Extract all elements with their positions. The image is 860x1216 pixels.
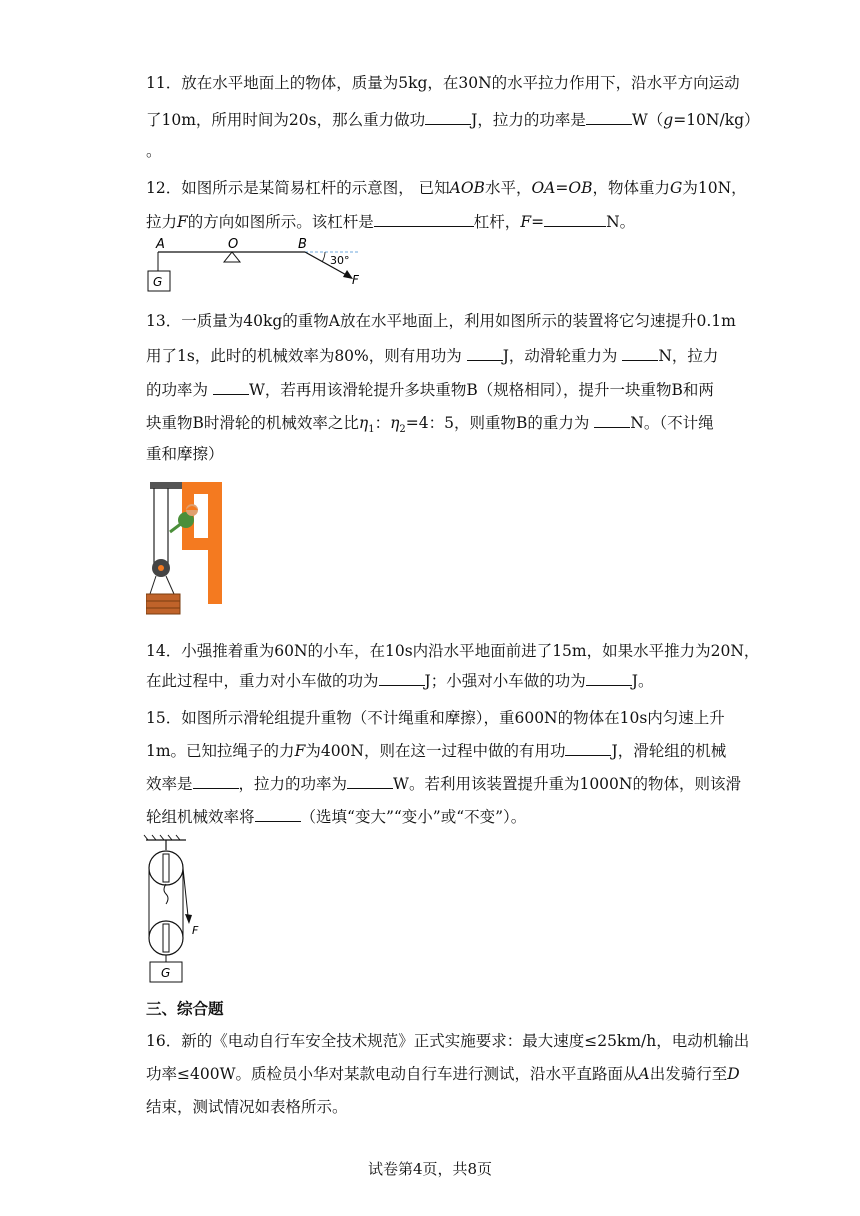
hook-rope-left (150, 576, 156, 594)
q15-text: 轮组机械效率将 (146, 808, 255, 826)
q15-blank-change[interactable] (255, 806, 301, 822)
q12-text: 杠杆， (473, 213, 521, 231)
fixed-pulley-axle (163, 854, 169, 882)
q11-blank-gravity-work[interactable] (425, 109, 471, 125)
fulcrum-icon (224, 252, 240, 262)
q15-text: 效率是 (146, 775, 193, 793)
q13-blank-useful-work[interactable] (467, 345, 503, 361)
q13-text: ： (374, 414, 391, 432)
q12-oa-ob: OA=OB (531, 179, 593, 197)
q13-text: W，若再用该滑轮提升多块重物B（规格相同），提升一块重物B和两 (248, 381, 714, 399)
q12-f: F (520, 213, 532, 231)
q15-text: J，滑轮组的机械 (611, 742, 727, 760)
q11-line3: 。 (146, 142, 162, 160)
q12-blank-lever-type[interactable] (374, 211, 474, 227)
q12-text: 的方向如图所示。该杠杆是 (187, 213, 374, 231)
movable-pulley-axle (163, 924, 169, 952)
q15-text: W。若利用该装置提升重为1000N的物体，则该滑 (393, 775, 741, 793)
q15-text: （选填“变大”“变小”或“不变”）。 (300, 808, 527, 826)
q12-text: = (531, 213, 545, 231)
angle-arc (322, 252, 325, 262)
q15-line2 (146, 740, 726, 761)
q13-eta2-sub: 2 (399, 424, 406, 436)
q16-point-a: A (638, 1065, 650, 1083)
q12-text: 12．如图所示是某简易杠杆的示意图， 已知 (146, 179, 450, 197)
q15-line1: 15．如图所示滑轮组提升重物（不计绳重和摩擦），重600N的物体在10s内匀速上升 (146, 709, 725, 727)
force-label-f: F (192, 924, 199, 937)
pulley-block-diagram (140, 834, 210, 986)
q11-text: W（ (631, 111, 664, 129)
q16-point-d: D (727, 1065, 740, 1083)
q13-eta1: η (358, 414, 369, 432)
q16-text: 功率≤400W。质检员小华对某款电动自行车进行测试，沿水平直路面从 (146, 1065, 639, 1083)
q11-text: J，拉力的功率是 (471, 111, 586, 129)
q13-line5: 重和摩擦） (146, 445, 224, 463)
q15-f: F (294, 742, 306, 760)
q16-line3: 结束，测试情况如表格所示。 (146, 1098, 348, 1116)
hook-rope-right (166, 576, 174, 594)
pull-arrowhead (185, 914, 192, 924)
q16-text: 出发骑行至 (649, 1065, 728, 1083)
q15-line4 (146, 806, 526, 827)
q11-g-symbol: g (663, 111, 674, 129)
pulley-axle (158, 565, 164, 571)
lever-diagram (140, 234, 380, 298)
q14-line2 (146, 670, 653, 691)
lever-label-b: B (298, 237, 307, 252)
force-label-f: F (352, 273, 359, 287)
q14-text: J；小强对小车做的功为 (424, 672, 586, 690)
q13-text: 用了1s，此时的机械效率为80%，则有用功为 (146, 347, 467, 365)
lever-label-o: O (228, 237, 239, 252)
q13-text: 块重物B时滑轮的机械效率之比 (146, 414, 359, 432)
q11-blank-power[interactable] (586, 109, 632, 125)
q13-text: N，拉力 (658, 347, 719, 365)
q14-text: 在此过程中，重力对小车做的功为 (146, 672, 379, 690)
q16-line2 (146, 1064, 740, 1084)
q15-text: ，拉力的功率为 (238, 775, 348, 793)
q13-text: N。（不计绳 (630, 414, 714, 432)
q11-line1: 11．放在水平地面上的物体，质量为5kg，在30N的水平拉力作用下，沿水平方向运动 (146, 74, 740, 92)
q13-line4 (146, 412, 714, 440)
q13-text: J，动滑轮重力为 (502, 347, 623, 365)
q12-text: N。 (606, 213, 636, 231)
q11-line2 (146, 109, 760, 130)
q13-line1: 13．一质量为40kg的重物A放在水平地面上，利用如图所示的装置将它匀速提升0.1m (146, 312, 736, 330)
page-footer: 试卷第4页，共8页 (367, 1160, 493, 1178)
q12-text: 为10N， (682, 179, 747, 197)
q12-text: 拉力 (146, 213, 178, 231)
movable-pulley-icon (149, 921, 183, 955)
q14-text: J。 (631, 672, 654, 690)
q16-line1: 16．新的《电动自行车安全技术规范》正式实施要求：最大速度≤25km/h，电动机输出 (146, 1032, 750, 1050)
q13-blank-power[interactable] (213, 379, 249, 395)
q12-f: F (177, 213, 188, 231)
q14-blank-gravity-work[interactable] (379, 670, 425, 686)
q13-line2 (146, 345, 718, 366)
q12-g: G (669, 179, 683, 197)
angle-label: 30° (330, 254, 350, 267)
q14-line1: 14．小强推着重为60N的小车，在10s内沿水平地面前进了15m，如果水平推力为20N， (146, 642, 760, 660)
pull-rope (183, 868, 188, 916)
q12-text: 水平， (484, 179, 532, 197)
q11-text: =10N/kg） (673, 111, 760, 129)
crate-icon (146, 594, 180, 614)
q11-text: 了10m，所用时间为20s，那么重力做功 (146, 111, 426, 129)
q12-aob: AOB (449, 179, 485, 197)
q15-line3 (146, 773, 741, 794)
hook-icon (164, 884, 168, 904)
q13-blank-weight-b[interactable] (594, 412, 630, 428)
q12-line2 (146, 211, 635, 232)
q12-blank-force[interactable] (544, 211, 606, 227)
q13-blank-pulley-weight[interactable] (622, 345, 658, 361)
fixed-pulley-icon (149, 851, 183, 885)
q14-blank-push-work[interactable] (586, 670, 632, 686)
q13-line3 (146, 379, 714, 400)
orange-frame-mid (182, 538, 218, 550)
weight-label-g: G (161, 966, 171, 980)
q13-text: =4：5，则重物B的重力为 (405, 414, 595, 432)
weight-label-g: G (153, 275, 163, 289)
q12-line1 (146, 178, 747, 198)
q12-text: ，物体重力 (592, 179, 670, 197)
q15-text: 为400N，则在这一过程中做的有用功 (305, 742, 566, 760)
section-heading: 三、综合题 (146, 1000, 224, 1018)
ceiling-hatch (144, 835, 180, 840)
lever-label-a: A (156, 237, 165, 252)
q15-blank-useful-work[interactable] (565, 740, 611, 756)
q13-eta2: η (390, 414, 400, 432)
q15-text: 1m。已知拉绳子的力 (146, 742, 295, 760)
pulley-worker-illustration (146, 480, 226, 616)
q15-blank-efficiency[interactable] (193, 773, 239, 789)
q13-eta1-sub: 1 (368, 424, 375, 436)
q15-blank-power[interactable] (347, 773, 393, 789)
q13-text: 的功率为 (146, 381, 213, 399)
